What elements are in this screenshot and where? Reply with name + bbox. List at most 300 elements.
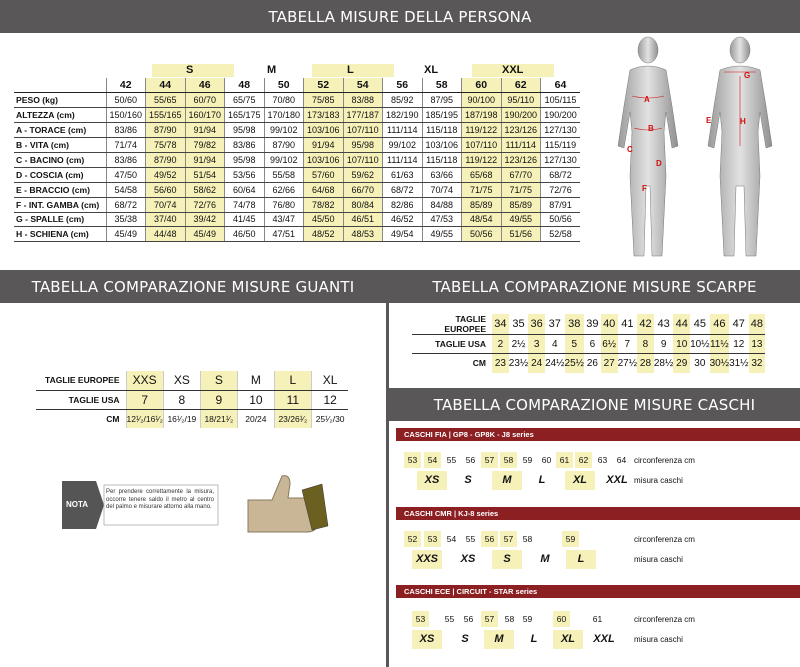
helmet-size-value: XL <box>553 630 583 649</box>
measure-value: 60/70 <box>185 93 225 108</box>
helmet-circ-value: 53 <box>404 452 421 468</box>
measure-value: 71/74 <box>106 138 146 153</box>
measure-value: 95/110 <box>501 93 541 108</box>
size-number-header: 48 <box>225 78 265 93</box>
measure-value: 43/47 <box>264 212 304 227</box>
shoes-us-size: 2 <box>492 335 509 354</box>
measure-value: 75/85 <box>304 93 344 108</box>
measure-value: 127/130 <box>541 123 581 138</box>
helmet-circ-value: 60 <box>541 455 552 465</box>
size-number-header: 52 <box>304 78 344 93</box>
measure-value: 115/118 <box>422 123 462 138</box>
size-number-header: 46 <box>185 78 225 93</box>
measure-value: 83/86 <box>106 123 146 138</box>
measure-value: 115/119 <box>541 138 581 153</box>
helmet-size-value: M <box>492 471 522 490</box>
helmet-cmr-title: CASCHI CMR | KJ-8 series <box>396 507 800 520</box>
measure-value: 35/38 <box>106 212 146 227</box>
shoes-us-size: 8 <box>637 335 654 354</box>
measure-row <box>14 167 580 182</box>
helmet-size-value: XS <box>417 471 447 490</box>
measure-value: 70/74 <box>422 182 462 197</box>
helmet-ece-circ-label: circonferenza cm <box>634 615 695 624</box>
shoes-us-size: 13 <box>749 335 766 354</box>
measure-value: 87/90 <box>146 123 186 138</box>
measure-row <box>14 93 580 108</box>
measure-value: 105/115 <box>541 93 581 108</box>
helmet-circ-value: 55 <box>444 614 455 624</box>
shoes-eu-size: 44 <box>673 314 690 335</box>
measure-value: 41/45 <box>225 212 265 227</box>
size-number-header: 62 <box>501 78 541 93</box>
gloves-cm-size: 23/26¹⁄₂ <box>274 409 311 428</box>
size-letter: M <box>267 64 277 76</box>
shoes-cm-size: 23 <box>492 354 509 373</box>
measure-value: 95/98 <box>225 123 265 138</box>
helmet-fia-size-label: misura caschi <box>634 476 683 485</box>
measure-value: 111/114 <box>383 152 423 167</box>
shoes-eu-size: 39 <box>584 314 601 335</box>
measure-value: 52/58 <box>541 227 581 242</box>
helmet-circ-value: 61 <box>556 452 573 468</box>
figure-label-f: F <box>642 184 647 193</box>
helmet-circ-value: 56 <box>481 531 498 547</box>
measure-value: 68/72 <box>383 182 423 197</box>
shoes-eu-size: 43 <box>654 314 673 335</box>
shoes-cm-size: 26 <box>586 357 598 369</box>
size-number-header: 42 <box>106 78 146 93</box>
shoes-cm-size: 23½ <box>508 357 529 369</box>
person-header <box>0 0 800 33</box>
helmet-size-value: XS <box>460 553 476 565</box>
measure-value: 90/100 <box>462 93 502 108</box>
helmet-size-value: S <box>461 633 469 645</box>
measure-value: 160/170 <box>185 108 225 123</box>
helmet-size-value: XXL <box>606 474 628 486</box>
helmet-ece-title: CASCHI ECE | CIRCUIT - STAR series <box>396 585 800 598</box>
shoes-eu-size: 41 <box>618 314 637 335</box>
measure-value: 39/42 <box>185 212 225 227</box>
measure-row <box>14 197 580 212</box>
measure-value: 61/63 <box>383 167 423 182</box>
measure-row <box>14 152 580 167</box>
shoes-us-size: 10½ <box>690 335 709 354</box>
measure-value: 107/110 <box>462 138 502 153</box>
measure-value: 74/78 <box>225 197 265 212</box>
helmet-circ-value: 54 <box>446 534 457 544</box>
measure-value: 50/56 <box>462 227 502 242</box>
gloves-us-size: 8 <box>163 390 200 409</box>
note-tag-label: NOTA <box>66 500 89 509</box>
gloves-eu-size: XXS <box>126 371 163 390</box>
measure-value: 68/72 <box>106 197 146 212</box>
measure-value: 46/52 <box>383 212 423 227</box>
measure-value: 49/54 <box>383 227 423 242</box>
shoes-us-size: 6 <box>584 335 601 354</box>
helmet-circ-value: 55 <box>446 455 457 465</box>
gloves-eu-label: TAGLIE EUROPEE <box>36 371 126 390</box>
figure-label-c: C <box>627 145 633 154</box>
measure-value: 70/80 <box>264 93 304 108</box>
helmet-circ-value: 56 <box>465 455 476 465</box>
measure-value: 76/80 <box>264 197 304 212</box>
shoes-us-label: TAGLIE USA <box>412 335 492 354</box>
measure-value: 50/56 <box>541 212 581 227</box>
size-number-header: 64 <box>541 78 581 93</box>
measure-label: D - COSCIA (cm) <box>14 167 106 182</box>
gloves-eu-size: XL <box>311 371 348 390</box>
body-figure-image <box>600 36 794 264</box>
measure-value: 56/60 <box>146 182 186 197</box>
gloves-cm-size: 12¹⁄₂/16¹⁄₂ <box>126 409 163 428</box>
measure-value: 187/198 <box>462 108 502 123</box>
shoes-cm-size: 27 <box>601 354 618 373</box>
helmet-circ-value: 59 <box>522 455 533 465</box>
measure-value: 54/58 <box>106 182 146 197</box>
size-number-header: 54 <box>343 78 383 93</box>
helmet-circ-value: 59 <box>522 614 533 624</box>
shoes-cm-size: 28 <box>637 354 654 373</box>
size-number-header: 60 <box>462 78 502 93</box>
shoes-eu-label: TAGLIE EUROPEE <box>412 314 492 335</box>
helmet-size-value: L <box>538 474 546 486</box>
helmet-ece-size-label: misura caschi <box>634 635 683 644</box>
shoes-cm-size: 24 <box>528 354 545 373</box>
helmet-size-value: XL <box>565 471 595 490</box>
measure-value: 85/89 <box>462 197 502 212</box>
measure-label: A - TORACE (cm) <box>14 123 106 138</box>
shoes-eu-size: 46 <box>710 314 729 335</box>
shoes-header-title: TABELLA COMPARAZIONE MISURE SCARPE <box>432 277 757 296</box>
measure-value: 79/82 <box>185 138 225 153</box>
measure-value: 182/190 <box>383 108 423 123</box>
measure-value: 68/72 <box>541 167 581 182</box>
measure-value: 66/70 <box>343 182 383 197</box>
shoes-eu-size: 45 <box>690 314 709 335</box>
helmet-circ-value: 56 <box>463 614 474 624</box>
measure-value: 45/49 <box>185 227 225 242</box>
helmet-cmr-circ-label: circonferenza cm <box>634 535 695 544</box>
measure-value: 87/91 <box>541 197 581 212</box>
measure-value: 173/183 <box>304 108 344 123</box>
shoes-us-size: 5 <box>565 335 584 354</box>
measure-value: 48/53 <box>343 227 383 242</box>
shoes-cm-size: 30 <box>694 357 706 369</box>
gloves-cm-size: 20/24 <box>237 409 274 428</box>
helmet-fia-title: CASCHI FIA | GP8 - GP8K - J8 series <box>396 428 800 441</box>
shoes-cm-size: 31½ <box>729 357 749 369</box>
measure-value: 53/56 <box>225 167 265 182</box>
person-size-letters <box>106 64 586 77</box>
gloves-eu-size: XS <box>163 371 200 390</box>
measure-value: 91/94 <box>185 123 225 138</box>
shoes-eu-size: 40 <box>601 314 618 335</box>
helmet-circ-value: 58 <box>500 452 517 468</box>
measure-row <box>14 123 580 138</box>
person-header-title: TABELLA MISURE DELLA PERSONA <box>268 7 532 26</box>
measure-value: 83/86 <box>225 138 265 153</box>
person-measure-table <box>14 78 580 242</box>
measure-value: 99/102 <box>383 138 423 153</box>
measure-value: 95/98 <box>225 152 265 167</box>
shoes-cm-label: CM <box>472 358 486 369</box>
gloves-header-title: TABELLA COMPARAZIONE MISURE GUANTI <box>31 277 355 296</box>
helmet-circ-value: 55 <box>465 534 476 544</box>
gloves-table <box>36 371 348 428</box>
measure-value: 78/82 <box>304 197 344 212</box>
measure-value: 170/180 <box>264 108 304 123</box>
figure-label-d: D <box>656 159 662 168</box>
helmets-header <box>389 388 800 421</box>
measure-value: 123/126 <box>501 152 541 167</box>
helmets-header-title: TABELLA COMPARAZIONE MISURE CASCHI <box>433 395 756 414</box>
shoes-eu-size: 47 <box>729 314 748 335</box>
measure-value: 46/50 <box>225 227 265 242</box>
shoes-us-size: 12 <box>729 335 748 354</box>
measure-row <box>14 108 580 123</box>
measure-value: 72/76 <box>185 197 225 212</box>
measure-value: 91/94 <box>185 152 225 167</box>
helmet-size-value: L <box>566 550 596 569</box>
size-letter: L <box>347 64 354 76</box>
measure-value: 185/195 <box>422 108 462 123</box>
note-text: Per prendere correttamente la misura, occorre tenere saldo il metro al centro del palmo e misurare attorno alla mano. <box>106 489 214 511</box>
helmet-circ-value: 53 <box>424 531 441 547</box>
shoes-eu-size: 42 <box>637 314 654 335</box>
gloves-header <box>0 270 386 303</box>
measure-value: 99/102 <box>264 123 304 138</box>
measure-value: 80/84 <box>343 197 383 212</box>
measure-value: 83/88 <box>343 93 383 108</box>
helmet-size-value: S <box>464 474 472 486</box>
measure-value: 190/200 <box>541 108 581 123</box>
gloves-us-size: 7 <box>126 390 163 409</box>
measure-value: 71/75 <box>501 182 541 197</box>
measure-value: 103/106 <box>422 138 462 153</box>
measure-value: 51/56 <box>501 227 541 242</box>
measure-value: 55/65 <box>146 93 186 108</box>
measure-value: 123/126 <box>501 123 541 138</box>
back-figure-shape <box>708 37 772 256</box>
shoes-eu-size: 48 <box>749 314 766 335</box>
helmet-size-value: XXL <box>593 633 615 645</box>
measure-value: 91/94 <box>304 138 344 153</box>
measure-value: 115/118 <box>422 152 462 167</box>
helmet-circ-value: 57 <box>500 531 517 547</box>
measure-value: 190/200 <box>501 108 541 123</box>
measure-value: 49/55 <box>422 227 462 242</box>
helmet-circ-value: 57 <box>481 611 498 627</box>
size-letter: XXL <box>502 64 524 76</box>
helmet-circ-value: 64 <box>616 455 627 465</box>
measure-row <box>14 212 580 227</box>
measure-value: 46/51 <box>343 212 383 227</box>
size-letter: S <box>186 64 194 76</box>
helmet-circ-value: 58 <box>522 534 533 544</box>
size-number-header: 50 <box>264 78 304 93</box>
shoes-us-size: 11½ <box>710 335 729 354</box>
measure-value: 49/55 <box>501 212 541 227</box>
shoes-us-size: 9 <box>654 335 673 354</box>
shoes-eu-size: 36 <box>528 314 545 335</box>
gloves-us-size: 12 <box>311 390 348 409</box>
helmet-size-value: XXS <box>412 550 442 569</box>
shoes-eu-size: 37 <box>545 314 564 335</box>
measure-value: 87/95 <box>422 93 462 108</box>
shoes-us-size: 4 <box>545 335 564 354</box>
shoes-cm-size: 30½ <box>710 354 729 373</box>
shoes-us-size: 6½ <box>601 335 618 354</box>
helmet-circ-value: 61 <box>592 614 603 624</box>
shoes-eu-size: 35 <box>509 314 528 335</box>
measure-value: 57/60 <box>304 167 344 182</box>
measure-value: 83/86 <box>106 152 146 167</box>
measure-value: 62/66 <box>264 182 304 197</box>
measure-value: 44/48 <box>146 227 186 242</box>
measure-label: G - SPALLE (cm) <box>14 212 106 227</box>
shoes-us-size: 7 <box>618 335 637 354</box>
helmet-circ-value: 53 <box>412 611 429 627</box>
measure-label: C - BACINO (cm) <box>14 152 106 167</box>
helmet-circ-value: 59 <box>562 531 579 547</box>
figure-label-b: B <box>648 124 654 133</box>
measure-value: 111/114 <box>383 123 423 138</box>
gloves-cm-size: 18/21¹⁄₂ <box>200 409 237 428</box>
measure-value: 85/92 <box>383 93 423 108</box>
helmet-circ-value: 52 <box>404 531 421 547</box>
measure-label: E - BRACCIO (cm) <box>14 182 106 197</box>
size-number-header: 44 <box>146 78 186 93</box>
helmet-size-value: M <box>540 553 550 565</box>
shoes-eu-size: 38 <box>565 314 584 335</box>
gloves-us-size: 10 <box>237 390 274 409</box>
gloves-cm-label: CM <box>106 413 120 424</box>
measure-value: 72/76 <box>541 182 581 197</box>
shoes-us-size: 10 <box>673 335 690 354</box>
measure-row <box>14 138 580 153</box>
measure-value: 85/89 <box>501 197 541 212</box>
measure-value: 45/49 <box>106 227 146 242</box>
shoes-cm-size: 32 <box>749 354 766 373</box>
shoes-cm-size: 27½ <box>617 357 638 369</box>
measure-value: 95/98 <box>343 138 383 153</box>
measure-value: 127/130 <box>541 152 581 167</box>
shoes-eu-size: 34 <box>492 314 509 335</box>
measure-label: F - INT. GAMBA (cm) <box>14 197 106 212</box>
measure-value: 84/88 <box>422 197 462 212</box>
measure-row <box>14 182 580 197</box>
measure-value: 59/62 <box>343 167 383 182</box>
figure-label-h: H <box>740 117 746 126</box>
measure-value: 47/50 <box>106 167 146 182</box>
measure-value: 75/78 <box>146 138 186 153</box>
figure-label-g: G <box>744 71 751 80</box>
helmet-fia-circ-label: circonferenza cm <box>634 456 695 465</box>
measure-value: 165/175 <box>225 108 265 123</box>
helmet-circ-value: 63 <box>597 455 608 465</box>
shoes-cm-size: 28½ <box>653 357 674 369</box>
gloves-us-label: TAGLIE USA <box>36 390 126 409</box>
measure-value: 49/52 <box>146 167 186 182</box>
measure-value: 111/114 <box>501 138 541 153</box>
gloves-us-size: 9 <box>200 390 237 409</box>
measure-label: PESO (kg) <box>14 93 106 108</box>
measure-value: 47/53 <box>422 212 462 227</box>
measure-value: 107/110 <box>343 123 383 138</box>
size-letter: XL <box>424 64 439 76</box>
measure-value: 60/64 <box>225 182 265 197</box>
gloves-eu-size: L <box>274 371 311 390</box>
helmet-circ-value: 57 <box>481 452 498 468</box>
shoes-table <box>412 314 765 373</box>
measure-value: 103/106 <box>304 152 344 167</box>
size-number-header: 58 <box>422 78 462 93</box>
measure-value: 177/187 <box>343 108 383 123</box>
measure-value: 65/75 <box>225 93 265 108</box>
measure-value: 87/90 <box>264 138 304 153</box>
shoes-cm-size: 29 <box>673 354 690 373</box>
measure-value: 63/66 <box>422 167 462 182</box>
measure-value: 103/106 <box>304 123 344 138</box>
measure-value: 58/62 <box>185 182 225 197</box>
measure-value: 150/160 <box>106 108 146 123</box>
helmet-size-value: S <box>492 550 522 569</box>
measure-value: 70/74 <box>146 197 186 212</box>
measure-value: 155/165 <box>146 108 186 123</box>
gloves-eu-size: M <box>237 371 274 390</box>
measure-label: H - SCHIENA (cm) <box>14 227 106 242</box>
measure-value: 50/60 <box>106 93 146 108</box>
measure-value: 99/102 <box>264 152 304 167</box>
helmet-circ-value: 60 <box>553 611 570 627</box>
helmet-cmr-size-label: misura caschi <box>634 555 683 564</box>
gloves-cm-size: 16¹⁄₂/19 <box>163 409 200 428</box>
thumbs-up-icon <box>242 470 332 534</box>
helmet-circ-value: 62 <box>575 452 592 468</box>
measure-value: 67/70 <box>501 167 541 182</box>
measure-value: 48/52 <box>304 227 344 242</box>
measure-value: 71/75 <box>462 182 502 197</box>
measure-value: 37/40 <box>146 212 186 227</box>
measure-label: B - VITA (cm) <box>14 138 106 153</box>
measure-value: 64/68 <box>304 182 344 197</box>
shoes-header <box>389 270 800 303</box>
figure-label-a: A <box>644 95 650 104</box>
size-number-header: 56 <box>383 78 423 93</box>
helmet-size-value: L <box>530 633 538 645</box>
measure-value: 48/54 <box>462 212 502 227</box>
measure-value: 47/51 <box>264 227 304 242</box>
shoes-cm-size: 25½ <box>565 354 584 373</box>
shoes-us-size: 2½ <box>509 335 528 354</box>
measure-value: 55/58 <box>264 167 304 182</box>
helmet-size-value: XS <box>412 630 442 649</box>
helmet-circ-value: 58 <box>504 614 515 624</box>
vertical-divider <box>386 270 389 667</box>
gloves-us-size: 11 <box>274 390 311 409</box>
measure-value: 45/50 <box>304 212 344 227</box>
helmet-circ-value: 54 <box>424 452 441 468</box>
shoes-us-size: 3 <box>528 335 545 354</box>
measure-value: 65/68 <box>462 167 502 182</box>
measure-label: ALTEZZA (cm) <box>14 108 106 123</box>
figure-label-e: E <box>706 116 712 125</box>
measure-value: 51/54 <box>185 167 225 182</box>
measure-value: 107/110 <box>343 152 383 167</box>
measure-value: 82/86 <box>383 197 423 212</box>
measure-value: 119/122 <box>462 123 502 138</box>
measure-value: 87/90 <box>146 152 186 167</box>
